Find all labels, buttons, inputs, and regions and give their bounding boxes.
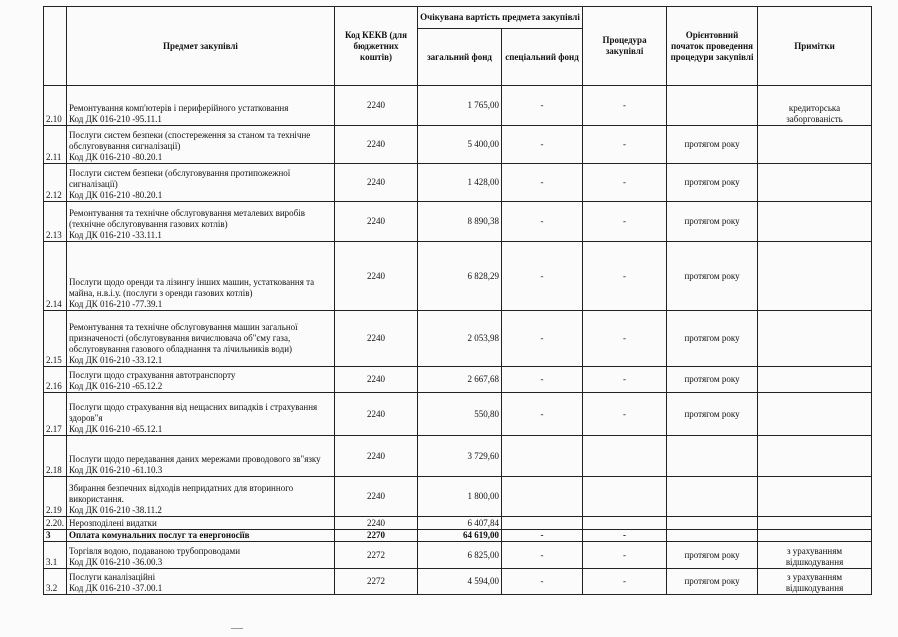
header-start: Орієнтовний початок проведення процедури закупівлі xyxy=(667,7,758,86)
row-special-fund: - xyxy=(502,393,583,436)
row-kekv: 2240 xyxy=(335,311,418,367)
row-note: з урахуванням відшкодування xyxy=(758,569,872,595)
row-subject xyxy=(67,126,335,164)
row-procedure xyxy=(583,436,667,477)
dk-code: Код ДК 016-210 -65.12.2 xyxy=(69,381,163,391)
row-kekv: 2240 xyxy=(335,393,418,436)
row-procedure: - xyxy=(583,530,667,542)
header-number xyxy=(44,7,67,86)
row-special-fund xyxy=(502,436,583,477)
row-note xyxy=(758,164,872,202)
dk-code: Код ДК 016-210 -36.00.3 xyxy=(69,557,163,567)
row-procedure: - xyxy=(583,393,667,436)
header-expected-cost: Очікувана вартість предмета закупівлі xyxy=(418,7,583,29)
row-note xyxy=(758,517,872,530)
table-row xyxy=(44,367,872,393)
row-general-fund: 2 053,98 xyxy=(418,311,502,367)
row-number: 3 xyxy=(44,530,67,542)
row-number: 2.20. xyxy=(44,517,67,530)
header-notes: Примітки xyxy=(758,7,872,86)
row-kekv: 2240 xyxy=(335,202,418,242)
row-general-fund: 6 828,29 xyxy=(418,242,502,311)
row-special-fund: - xyxy=(502,86,583,126)
table-row xyxy=(44,164,872,202)
header-procedure: Процедура закупівлі xyxy=(583,7,667,86)
row-number: 2.14 xyxy=(44,242,67,311)
row-general-fund: 8 890,38 xyxy=(418,202,502,242)
row-note xyxy=(758,367,872,393)
subject-text: Торгівля водою, подаваною трубопроводами xyxy=(69,546,241,556)
row-special-fund: - xyxy=(502,569,583,595)
row-subject xyxy=(67,436,335,477)
table-row xyxy=(44,530,872,542)
row-kekv: 2240 xyxy=(335,86,418,126)
header-general-fund: загальний фонд xyxy=(418,29,502,86)
row-special-fund xyxy=(502,517,583,530)
procurement-table xyxy=(43,6,872,595)
row-number: 3.1 xyxy=(44,542,67,569)
row-note xyxy=(758,393,872,436)
row-subject xyxy=(67,542,335,569)
dk-code: Код ДК 016-210 -38.11.2 xyxy=(69,505,162,515)
scan-mark xyxy=(231,628,243,629)
table-row xyxy=(44,202,872,242)
row-general-fund: 64 619,00 xyxy=(418,530,502,542)
table-row xyxy=(44,86,872,126)
row-general-fund: 5 400,00 xyxy=(418,126,502,164)
header-kekv: Код КЕКВ (для бюджетних коштів) xyxy=(335,7,418,86)
table-row xyxy=(44,517,872,530)
row-subject xyxy=(67,311,335,367)
row-note xyxy=(758,202,872,242)
row-note xyxy=(758,436,872,477)
dk-code: Код ДК 016-210 -33.11.1 xyxy=(69,230,162,240)
dk-code: Код ДК 016-210 -33.12.1 xyxy=(69,355,163,365)
table-row xyxy=(44,126,872,164)
row-note xyxy=(758,242,872,311)
row-procedure xyxy=(583,477,667,517)
row-procedure xyxy=(583,517,667,530)
row-start: протягом року xyxy=(667,393,758,436)
subject-text: Ремонтування та технічне обслуговування машин загальної призначеності (обслуговування вичислювача об"єму газа, обслуговування газового обладнання та лічильників води) xyxy=(69,322,298,354)
row-special-fund: - xyxy=(502,311,583,367)
dk-code: Код ДК 016-210 -61.10.3 xyxy=(69,465,163,475)
row-special-fund: - xyxy=(502,242,583,311)
table-body xyxy=(44,86,872,595)
row-subject xyxy=(67,242,335,311)
row-subject xyxy=(67,517,335,530)
dk-code: Код ДК 016-210 -37.00.1 xyxy=(69,583,163,593)
row-subject xyxy=(67,530,335,542)
row-general-fund: 2 667,68 xyxy=(418,367,502,393)
table-row xyxy=(44,393,872,436)
row-subject xyxy=(67,164,335,202)
table-row xyxy=(44,569,872,595)
subject-text: Послуги каналізаційні xyxy=(69,572,156,582)
row-procedure: - xyxy=(583,542,667,569)
subject-text: Збирання безпечних відходів непридатних для вторинного використання. xyxy=(69,483,294,504)
row-kekv: 2240 xyxy=(335,126,418,164)
row-note: кредиторська заборгованість xyxy=(758,86,872,126)
subject-text: Послуги щодо передавання даних мережами проводового зв"язку xyxy=(69,454,321,464)
dk-code: Код ДК 016-210 -80.20.1 xyxy=(69,152,163,162)
row-general-fund: 1 800,00 xyxy=(418,477,502,517)
row-note xyxy=(758,477,872,517)
row-subject xyxy=(67,477,335,517)
row-special-fund: - xyxy=(502,530,583,542)
table-row xyxy=(44,242,872,311)
row-procedure: - xyxy=(583,569,667,595)
row-kekv: 2272 xyxy=(335,569,418,595)
row-procedure: - xyxy=(583,242,667,311)
row-kekv: 2240 xyxy=(335,242,418,311)
row-start: протягом року xyxy=(667,542,758,569)
row-start: протягом року xyxy=(667,367,758,393)
subject-text: Послуги щодо оренди та лізингу інших машин, устатковання та майна, н.в.і.у. (послуги з оренди газових котлів) xyxy=(69,277,315,298)
row-start: протягом року xyxy=(667,242,758,311)
row-number: 2.16 xyxy=(44,367,67,393)
row-procedure: - xyxy=(583,367,667,393)
subject-text: Послуги систем безпеки (спостереження за станом та технічне обслуговування сигналізації) xyxy=(69,130,311,151)
row-general-fund: 3 729,60 xyxy=(418,436,502,477)
row-number: 2.15 xyxy=(44,311,67,367)
row-subject xyxy=(67,202,335,242)
row-subject xyxy=(67,393,335,436)
row-note: з урахуванням відшкодування xyxy=(758,542,872,569)
subject-text: Послуги щодо страхування від нещасних випадків і страхування здоров"я xyxy=(69,402,318,423)
row-general-fund: 6 407,84 xyxy=(418,517,502,530)
row-kekv: 2240 xyxy=(335,367,418,393)
row-kekv: 2240 xyxy=(335,477,418,517)
row-start xyxy=(667,436,758,477)
row-number: 3.2 xyxy=(44,569,67,595)
subject-text: Послуги систем безпеки (обслуговування протипожежної сигналізації) xyxy=(69,168,291,189)
row-procedure: - xyxy=(583,86,667,126)
row-procedure: - xyxy=(583,164,667,202)
row-special-fund: - xyxy=(502,367,583,393)
row-kekv: 2270 xyxy=(335,530,418,542)
row-kekv: 2272 xyxy=(335,542,418,569)
row-number: 2.18 xyxy=(44,436,67,477)
row-special-fund xyxy=(502,477,583,517)
row-subject xyxy=(67,569,335,595)
table-row xyxy=(44,311,872,367)
row-general-fund: 4 594,00 xyxy=(418,569,502,595)
row-general-fund: 1 428,00 xyxy=(418,164,502,202)
dk-code: Код ДК 016-210 -77.39.1 xyxy=(69,299,163,309)
row-general-fund: 6 825,00 xyxy=(418,542,502,569)
row-procedure: - xyxy=(583,202,667,242)
row-special-fund: - xyxy=(502,202,583,242)
table-row xyxy=(44,477,872,517)
row-number: 2.13 xyxy=(44,202,67,242)
row-number: 2.10 xyxy=(44,86,67,126)
row-number: 2.12 xyxy=(44,164,67,202)
row-start xyxy=(667,517,758,530)
row-start: протягом року xyxy=(667,569,758,595)
row-start: протягом року xyxy=(667,164,758,202)
row-general-fund: 550,80 xyxy=(418,393,502,436)
subject-text: Нерозподілені видатки xyxy=(69,518,157,528)
subject-text: Ремонтування комп'ютерів і периферійного устатковання xyxy=(69,103,289,113)
row-number: 2.17 xyxy=(44,393,67,436)
row-start: протягом року xyxy=(667,202,758,242)
header-subject: Предмет закупівлі xyxy=(67,7,335,86)
row-kekv: 2240 xyxy=(335,517,418,530)
subject-text: Ремонтування та технічне обслуговування металевих виробів (технічне обслуговування газових котлів) xyxy=(69,208,305,229)
dk-code: Код ДК 016-210 -95.11.1 xyxy=(69,114,162,124)
row-general-fund: 1 765,00 xyxy=(418,86,502,126)
subject-text: Оплата комунальних послуг та енергоносіїв xyxy=(69,530,250,540)
row-number: 2.19 xyxy=(44,477,67,517)
row-kekv: 2240 xyxy=(335,436,418,477)
row-special-fund: - xyxy=(502,126,583,164)
dk-code: Код ДК 016-210 -65.12.1 xyxy=(69,424,163,434)
row-note xyxy=(758,126,872,164)
row-start xyxy=(667,86,758,126)
header-special-fund: спеціальний фонд xyxy=(502,29,583,86)
row-start xyxy=(667,530,758,542)
row-note xyxy=(758,311,872,367)
row-subject xyxy=(67,367,335,393)
row-kekv: 2240 xyxy=(335,164,418,202)
row-procedure: - xyxy=(583,126,667,164)
row-subject xyxy=(67,86,335,126)
row-note xyxy=(758,530,872,542)
row-special-fund: - xyxy=(502,542,583,569)
row-number: 2.11 xyxy=(44,126,67,164)
row-start: протягом року xyxy=(667,311,758,367)
row-start: протягом року xyxy=(667,126,758,164)
subject-text: Послуги щодо страхування автотранспорту xyxy=(69,370,236,380)
table-row xyxy=(44,542,872,569)
row-procedure: - xyxy=(583,311,667,367)
dk-code: Код ДК 016-210 -80.20.1 xyxy=(69,190,163,200)
row-special-fund: - xyxy=(502,164,583,202)
row-start xyxy=(667,477,758,517)
table-row xyxy=(44,436,872,477)
